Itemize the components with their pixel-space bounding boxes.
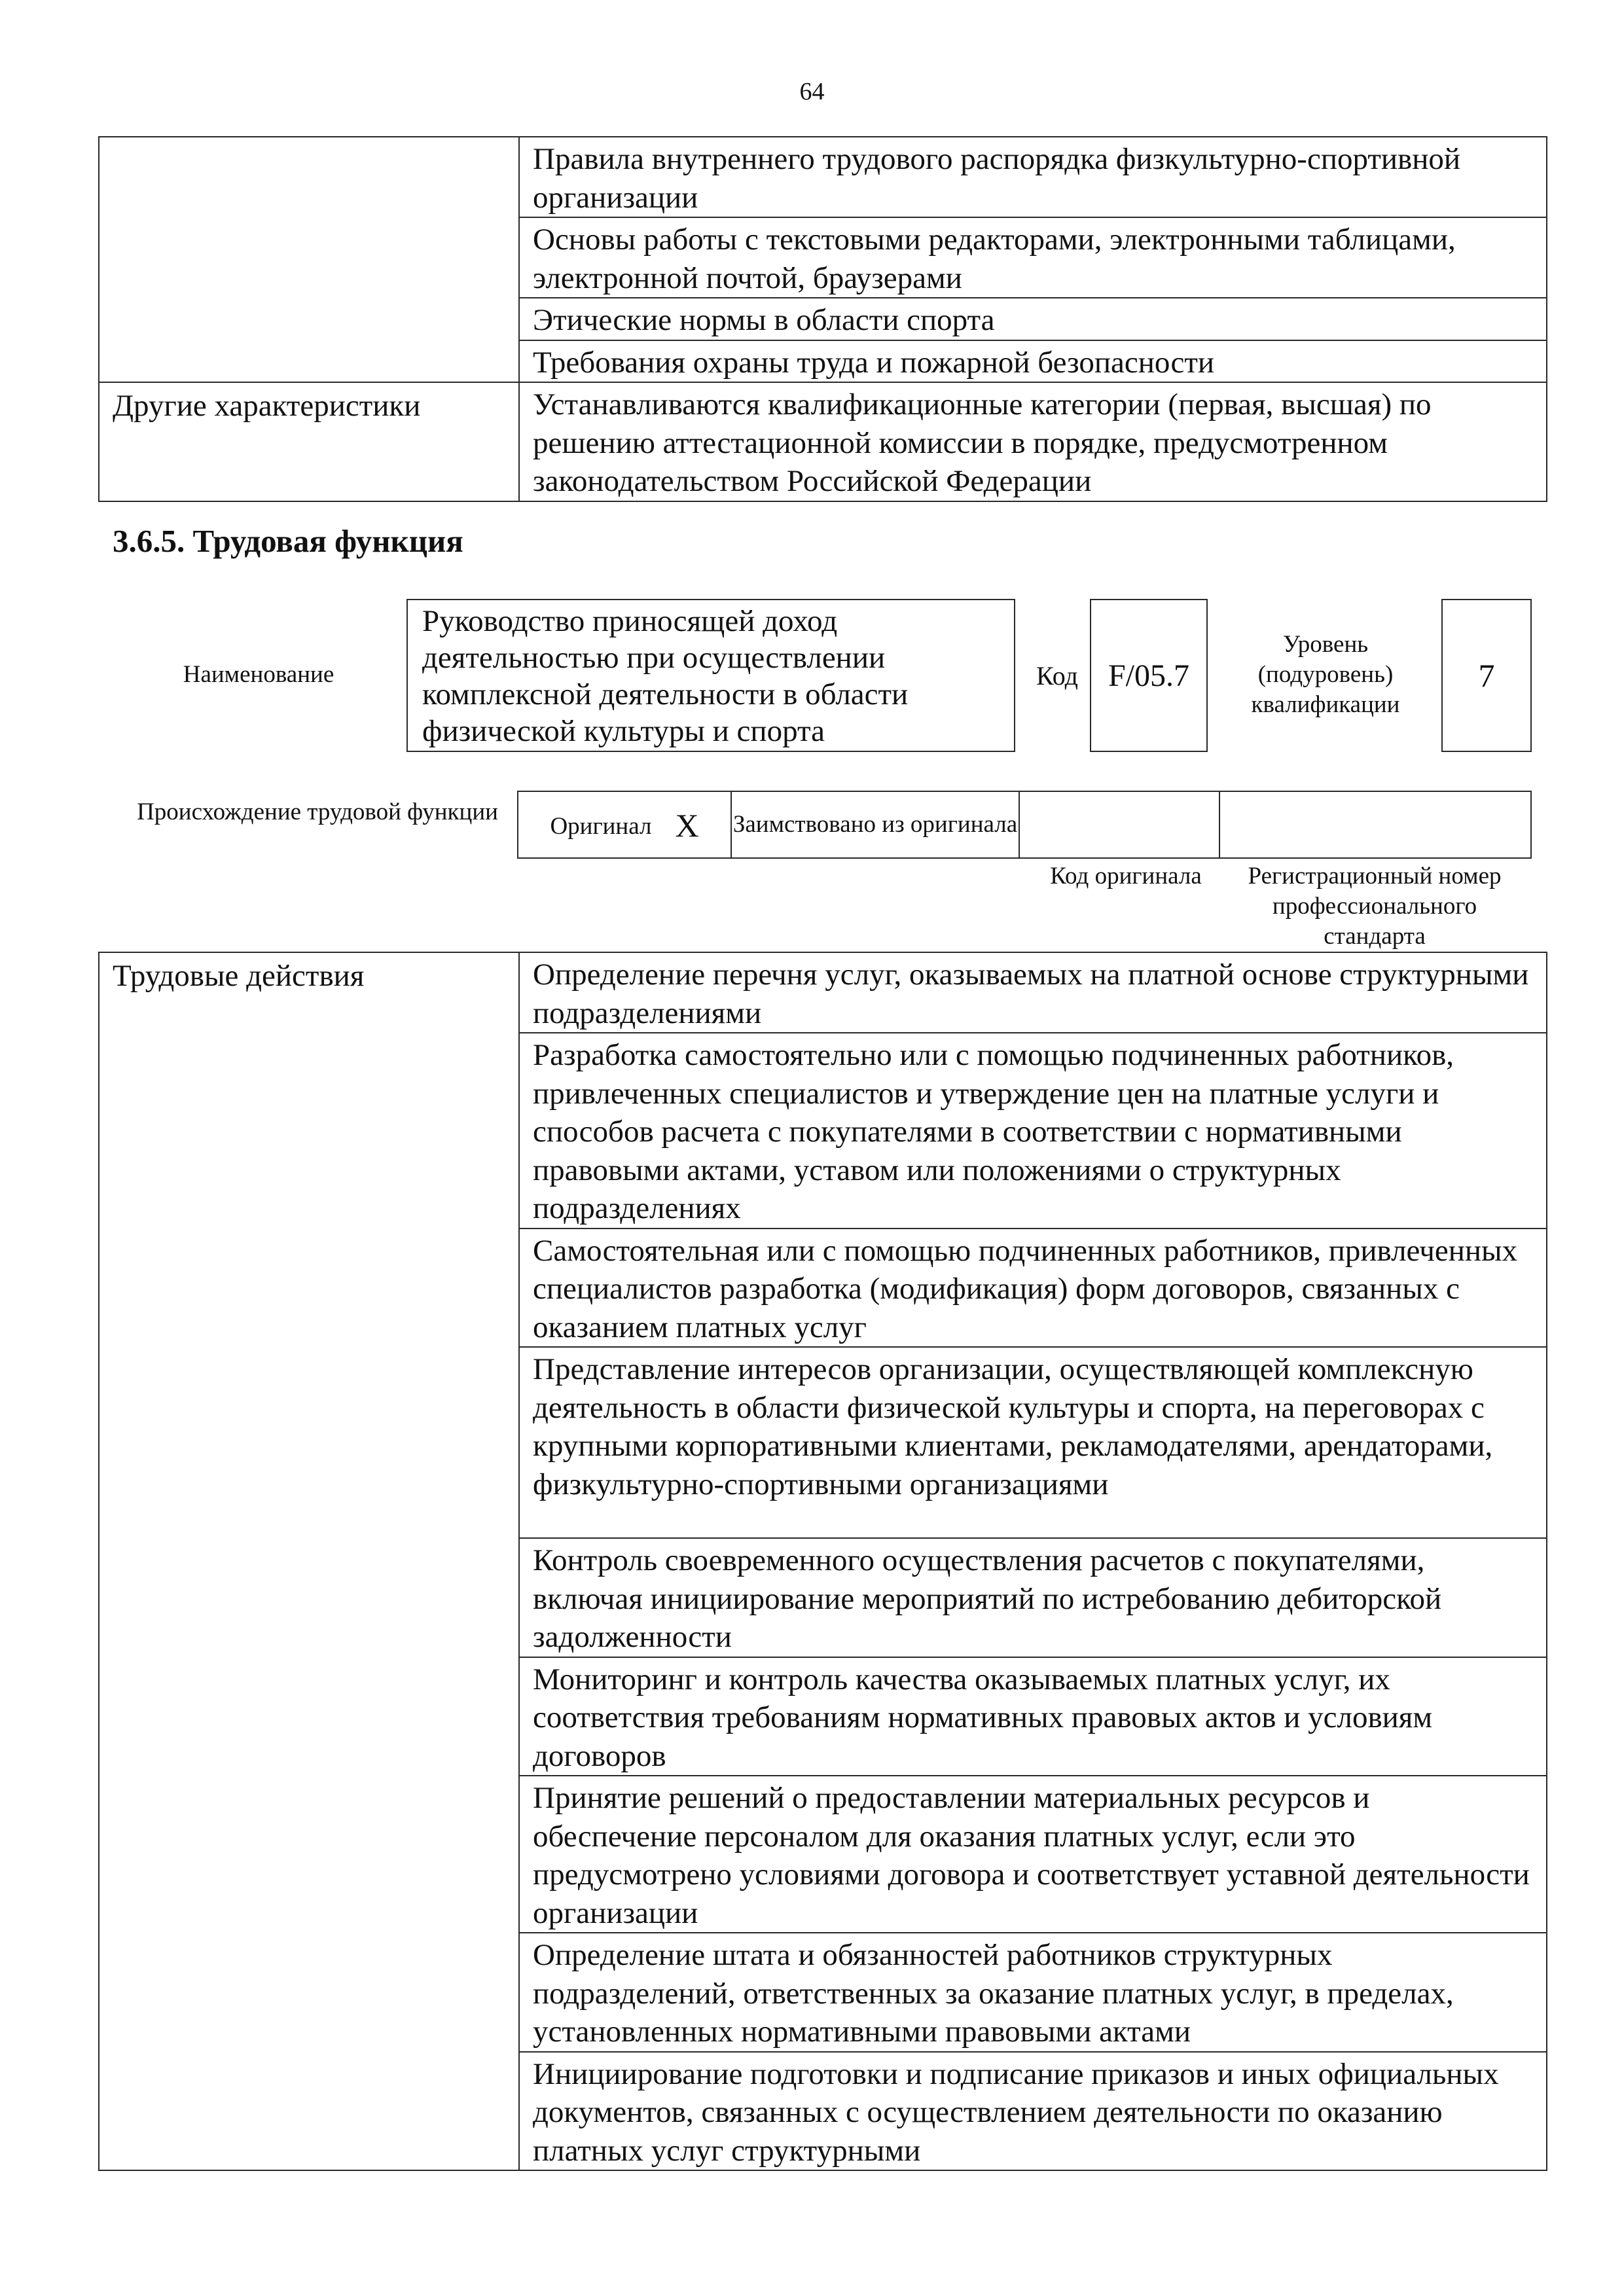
labour-actions-table <box>98 952 1547 2171</box>
origin-original-cell <box>518 791 731 858</box>
labour-action-item: Представление интересов организации, осуществляющей комплексную деятельность в области физической культуры и спорта, на переговорах с крупными корпоративными клиентами, рекламодателями, арендаторами, физкультурно-спортивными организациями <box>519 1347 1547 1538</box>
labour-action-item: Разработка самостоятельно или с помощью подчиненных работников, привлеченных специалистов и утверждение цен на платные услуги и способов расчета с покупателями в соответствии с нормативными правовыми актами, уставом или положениями о структурных подразделениях <box>519 1033 1547 1229</box>
labour-action-item: Определение перечня услуг, оказываемых на платной основе структурными подразделениями <box>519 952 1547 1033</box>
function-code-box: F/05.7 <box>1090 599 1208 752</box>
origin-label: Происхождение трудовой функции <box>137 798 498 825</box>
qualification-table-continuation <box>98 136 1547 502</box>
function-level-box: 7 <box>1441 599 1532 752</box>
labour-action-item: Самостоятельная или с помощью подчиненных работников, привлеченных специалистов разработка (модификация) форм договоров, связанных с оказанием платных услуг <box>519 1229 1547 1348</box>
code-label: Код <box>1036 661 1078 691</box>
labour-action-item: Инициирование подготовки и подписание приказов и иных официальных документов, связанных с осуществлением деятельности по оказанию платных услуг структурными <box>519 2052 1547 2171</box>
other-characteristics-text: Устанавливаются квалификационные категории (первая, высшая) по решению аттестационной комиссии в порядке, предусмотренном законодательством Российской Федерации <box>519 382 1547 501</box>
origin-original-label: Оригинал <box>550 813 652 840</box>
other-characteristics-label: Другие характеристики <box>99 382 519 501</box>
origin-original-mark: X <box>675 807 699 844</box>
level-label: Уровень (подуровень) квалификации <box>1251 631 1400 718</box>
knowledge-item: Требования охраны труда и пожарной безопасности <box>519 340 1547 383</box>
labour-actions-label: Трудовые действия <box>99 952 519 2170</box>
knowledge-item: Этические нормы в области спорта <box>519 298 1547 340</box>
origin-reg-cell <box>1219 791 1531 858</box>
origin-code-caption: Код оригинала <box>1050 863 1202 889</box>
origin-code-cell <box>1019 791 1219 858</box>
labour-action-item: Мониторинг и контроль качества оказываемых платных услуг, их соответствия требованиям нормативных правовых актов и условиям договоров <box>519 1657 1547 1776</box>
origin-table <box>517 791 1532 859</box>
origin-borrowed-cell: Заимствовано из оригинала <box>731 791 1019 858</box>
knowledge-item: Правила внутреннего трудового распорядка физкультурно-спортивной организации <box>519 137 1547 217</box>
section-heading: 3.6.5. Трудовая функция <box>113 523 463 559</box>
page-number: 64 <box>799 78 825 105</box>
labour-action-item: Определение штата и обязанностей работников структурных подразделений, ответственных за оказание платных услуг, в пределах, установленных нормативными правовыми актами <box>519 1933 1547 2052</box>
knowledge-item: Основы работы с текстовыми редакторами, электронными таблицами, электронной почтой, браузерами <box>519 217 1547 298</box>
labour-action-item: Контроль своевременного осуществления расчетов с покупателями, включая инициирование мероприятий по истребованию дебиторской задолженности <box>519 1538 1547 1657</box>
origin-reg-caption: Регистрационный номер профессионального стандарта <box>1248 863 1502 950</box>
empty-label-cell <box>99 137 519 382</box>
function-name-box: Руководство приносящей доход деятельностью при осуществлении комплексной деятельности в области физической культуры и спорта <box>406 599 1015 752</box>
labour-action-item: Принятие решений о предоставлении материальных ресурсов и обеспечение персоналом для оказания платных услуг, если это предусмотрено условиями договора и соответствует уставной деятельности организации <box>519 1776 1547 1933</box>
name-label: Наименование <box>183 661 334 688</box>
